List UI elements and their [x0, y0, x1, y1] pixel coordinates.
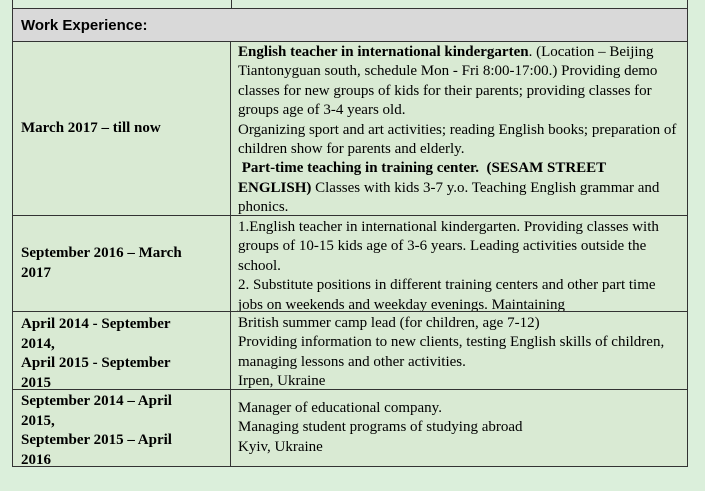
section-header: Work Experience:	[13, 9, 687, 42]
date-text: 2014,	[21, 335, 55, 352]
table-top-stub	[13, 0, 687, 9]
date-cell	[13, 390, 231, 466]
work-experience-table	[12, 0, 688, 467]
job-text: . (Location – Beijing Tiantonyguan south, schedule Mon - Fri 8:00-17:00.) Providing demo classes for new groups of kids for their parents; providing classes for groups age of 3-4 years old.	[238, 44, 658, 119]
job-paragraph: Managing student programs of studying abroad	[238, 419, 523, 436]
job-paragraph: 2. Substitute positions in different training centers and other part time jobs on weekends and weekday evenings. Maintaining	[238, 277, 656, 311]
date-text: 2016	[21, 451, 51, 468]
date-text: 2017	[21, 264, 51, 281]
job-paragraph: Organizing sport and art activities; reading English books; preparation of children show for parents and elderly.	[238, 121, 677, 158]
date-cell	[13, 312, 231, 389]
date-text: September 2016 – March	[21, 245, 182, 261]
job-title: English teacher in international kindergarten	[238, 44, 529, 60]
job-text: Classes with kids 3-7 y.o. Teaching English grammar and phonics.	[238, 179, 660, 215]
date-text: September 2015 – April	[21, 432, 172, 448]
description-cell	[231, 390, 687, 466]
job-location: Kyiv, Ukraine	[238, 438, 323, 455]
job-paragraph	[238, 43, 681, 121]
table-row	[13, 216, 687, 312]
date-text: April 2015 - September	[21, 355, 171, 371]
table-row	[13, 312, 687, 390]
date-text: 2015,	[21, 412, 55, 429]
table-row	[13, 42, 687, 216]
job-paragraph: 1.English teacher in international kindergarten. Providing classes with groups of 10-15 kids age of 3-6 years. Leading activities outside the school.	[238, 219, 659, 274]
description-cell	[231, 216, 687, 311]
job-paragraph: Providing information to new clients, testing English skills of children, managing lessons and other activities.	[238, 334, 665, 370]
column-divider	[231, 0, 232, 8]
table-row	[13, 390, 687, 467]
job-paragraph: British summer camp lead (for children, age 7-12)	[238, 315, 540, 331]
date-text: 2015	[21, 374, 51, 391]
job-paragraph	[238, 159, 681, 215]
date-cell	[13, 216, 231, 311]
date-text: September 2014 – April	[21, 393, 172, 409]
job-title: Part-time teaching in training center. (SESAM STREET ENGLISH)	[238, 160, 610, 196]
date-text: April 2014 - September	[21, 316, 171, 332]
date-text: March 2017 – till now	[21, 119, 161, 136]
job-paragraph: Manager of educational company.	[238, 399, 442, 416]
description-cell	[231, 42, 687, 215]
job-location: Irpen, Ukraine	[238, 373, 326, 389]
description-cell	[231, 312, 687, 389]
date-cell	[13, 42, 231, 215]
